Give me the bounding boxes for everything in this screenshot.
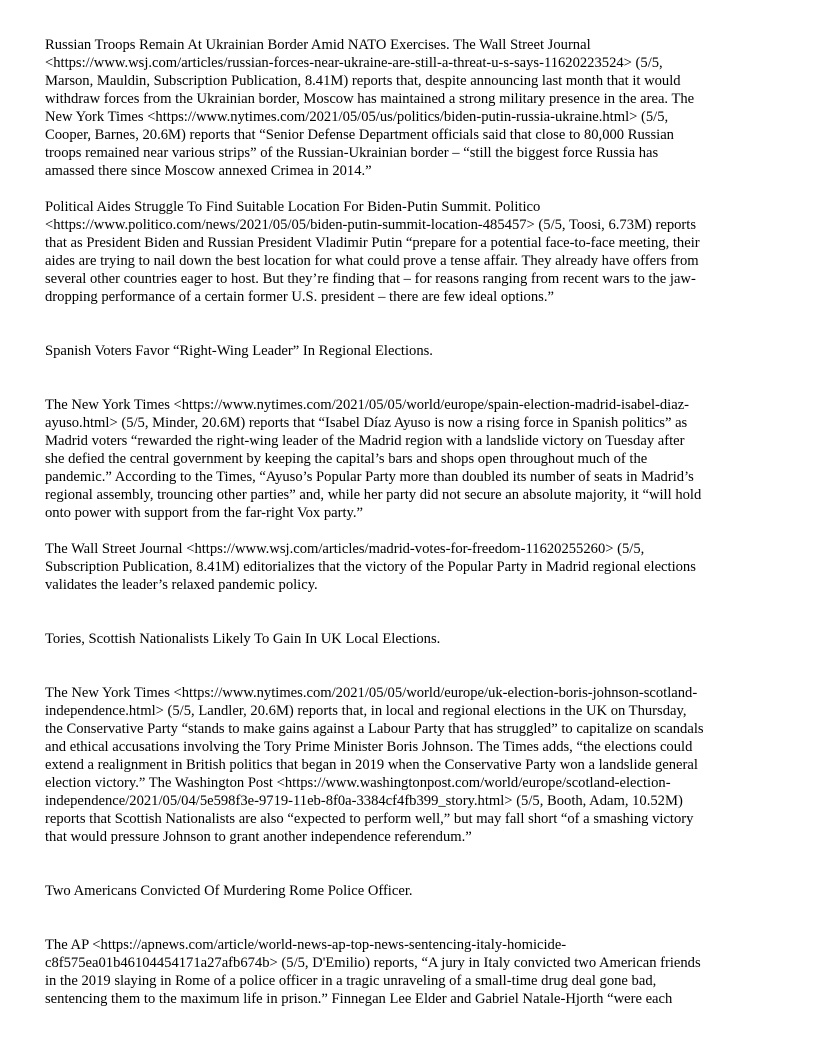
- paragraph-spacer: [45, 180, 773, 198]
- article-russian-troops: Russian Troops Remain At Ukrainian Border Amid NATO Exercises. The Wall Street Journal <https://www.wsj.com/articles/russian-forces-near-ukraine-are-still-a-threat-u-s-says-11620223524> (5/5, Marson, Mauldin, Subscription Publication, 8.41M) reports that, despite announcing last month that it would withdraw forces from the Ukrainian border, Moscow has maintained a strong military presence in the area. The New York Times <https://www.nytimes.com/2021/05/05/us/politics/biden-putin-russia-ukraine.html> (5/5, Cooper, Barnes, 20.6M) reports that “Senior Defense Department officials said that close to 80,000 Russian troops remained near various strips” of the Russian-Ukrainian border – “still the biggest force Russia has amassed there since Moscow annexed Crimea in 2014.”: [45, 37, 695, 179]
- paragraph-spacer: [45, 306, 773, 342]
- paragraph-spacer: [45, 648, 773, 684]
- article-spain-nyt: The New York Times <https://www.nytimes.com/2021/05/05/world/europe/spain-election-madrid-isabel-diaz- ayuso.html> (5/5, Minder, 20.6M) reports that “Isabel Díaz Ayuso is now a rising force in Spanish politics” as Madrid voters “rewarded the right-wing leader of the Madrid region with a landslide victory on Tuesday after she defied the central government by keeping the capital’s bars and shops open throughout much of the pandemic.” According to the Times, “Ayuso’s Popular Party more than doubled its number of seats in Madrid’s regional assembly, trouncing other parties” and, while her party did not secure an absolute majority, it “will hold onto power with support from the far-right Vox party.”: [45, 397, 702, 521]
- paragraph-spacer: [45, 594, 773, 630]
- headline-spanish-voters: Spanish Voters Favor “Right-Wing Leader” In Regional Elections.: [45, 343, 433, 359]
- paragraph-spacer: [45, 900, 773, 936]
- headline-rome-officer: Two Americans Convicted Of Murdering Rome Police Officer.: [45, 883, 413, 899]
- article-spain-wsj: The Wall Street Journal <https://www.wsj.com/articles/madrid-votes-for-freedom-11620255260> (5/5, Subscription Publication, 8.41M) editorializes that the victory of the Popular Party in Madrid regional elections validates the leader’s relaxed pandemic policy.: [45, 541, 696, 593]
- article-uk-elections: The New York Times <https://www.nytimes.com/2021/05/05/world/europe/uk-election-boris-johnson-scotland- independence.html> (5/5, Landler, 20.6M) reports that, in local and regional elections in the UK on Thursday, the Conservative Party “stands to make gains against a Labour Party that has struggled” to capitalize on scandals and ethical accusations involving the Tory Prime Minister Boris Johnson. The Times adds, “the elections could extend a realignment in British politics that began in 2019 when the Conservative Party won a landslide general election victory.” The Washington Post <https://www.washingtonpost.com/world/europe/scotland-election- independence/2021/05/04/5e598f3e-9719-11eb-8f0a-3384cf4fb399_story.html> (5/5, Booth, Adam, 10.52M) reports that Scottish Nationalists are also “expected to perform well,” but may fall short “of a smashing victory that would pressure Johnson to grant another independence referendum.”: [45, 685, 704, 845]
- paragraph-spacer: [45, 846, 773, 882]
- article-biden-putin-summit: Political Aides Struggle To Find Suitable Location For Biden-Putin Summit. Politico <https://www.politico.com/news/2021/05/05/biden-putin-summit-location-485457> (5/5, Toosi, 6.73M) reports that as President Biden and Russian President Vladimir Putin “prepare for a potential face-to-face meeting, their aides are trying to nail down the best location for what could prove a tense affair. They already have offers from several other countries eager to host. But they’re finding that – for reasons ranging from recent wars to the jaw- dropping performance of a certain former U.S. president – there are few ideal options.”: [45, 199, 700, 305]
- article-rome-officer: The AP <https://apnews.com/article/world-news-ap-top-news-sentencing-italy-homicide- c8f575ea01b46104454171a27afb674b> (5/5, D'Emilio) reports, “A jury in Italy convicted two American friends in the 2019 slaying in Rome of a police officer in a tragic unraveling of a small-time drug deal gone bad, sentencing them to the maximum life in prison.” Finnegan Lee Elder and Gabriel Natale-Hjorth “were each: [45, 937, 701, 1007]
- paragraph-spacer: [45, 522, 773, 540]
- paragraph-spacer: [45, 360, 773, 396]
- document-page: [45, 36, 773, 1008]
- headline-uk-elections: Tories, Scottish Nationalists Likely To Gain In UK Local Elections.: [45, 631, 441, 647]
